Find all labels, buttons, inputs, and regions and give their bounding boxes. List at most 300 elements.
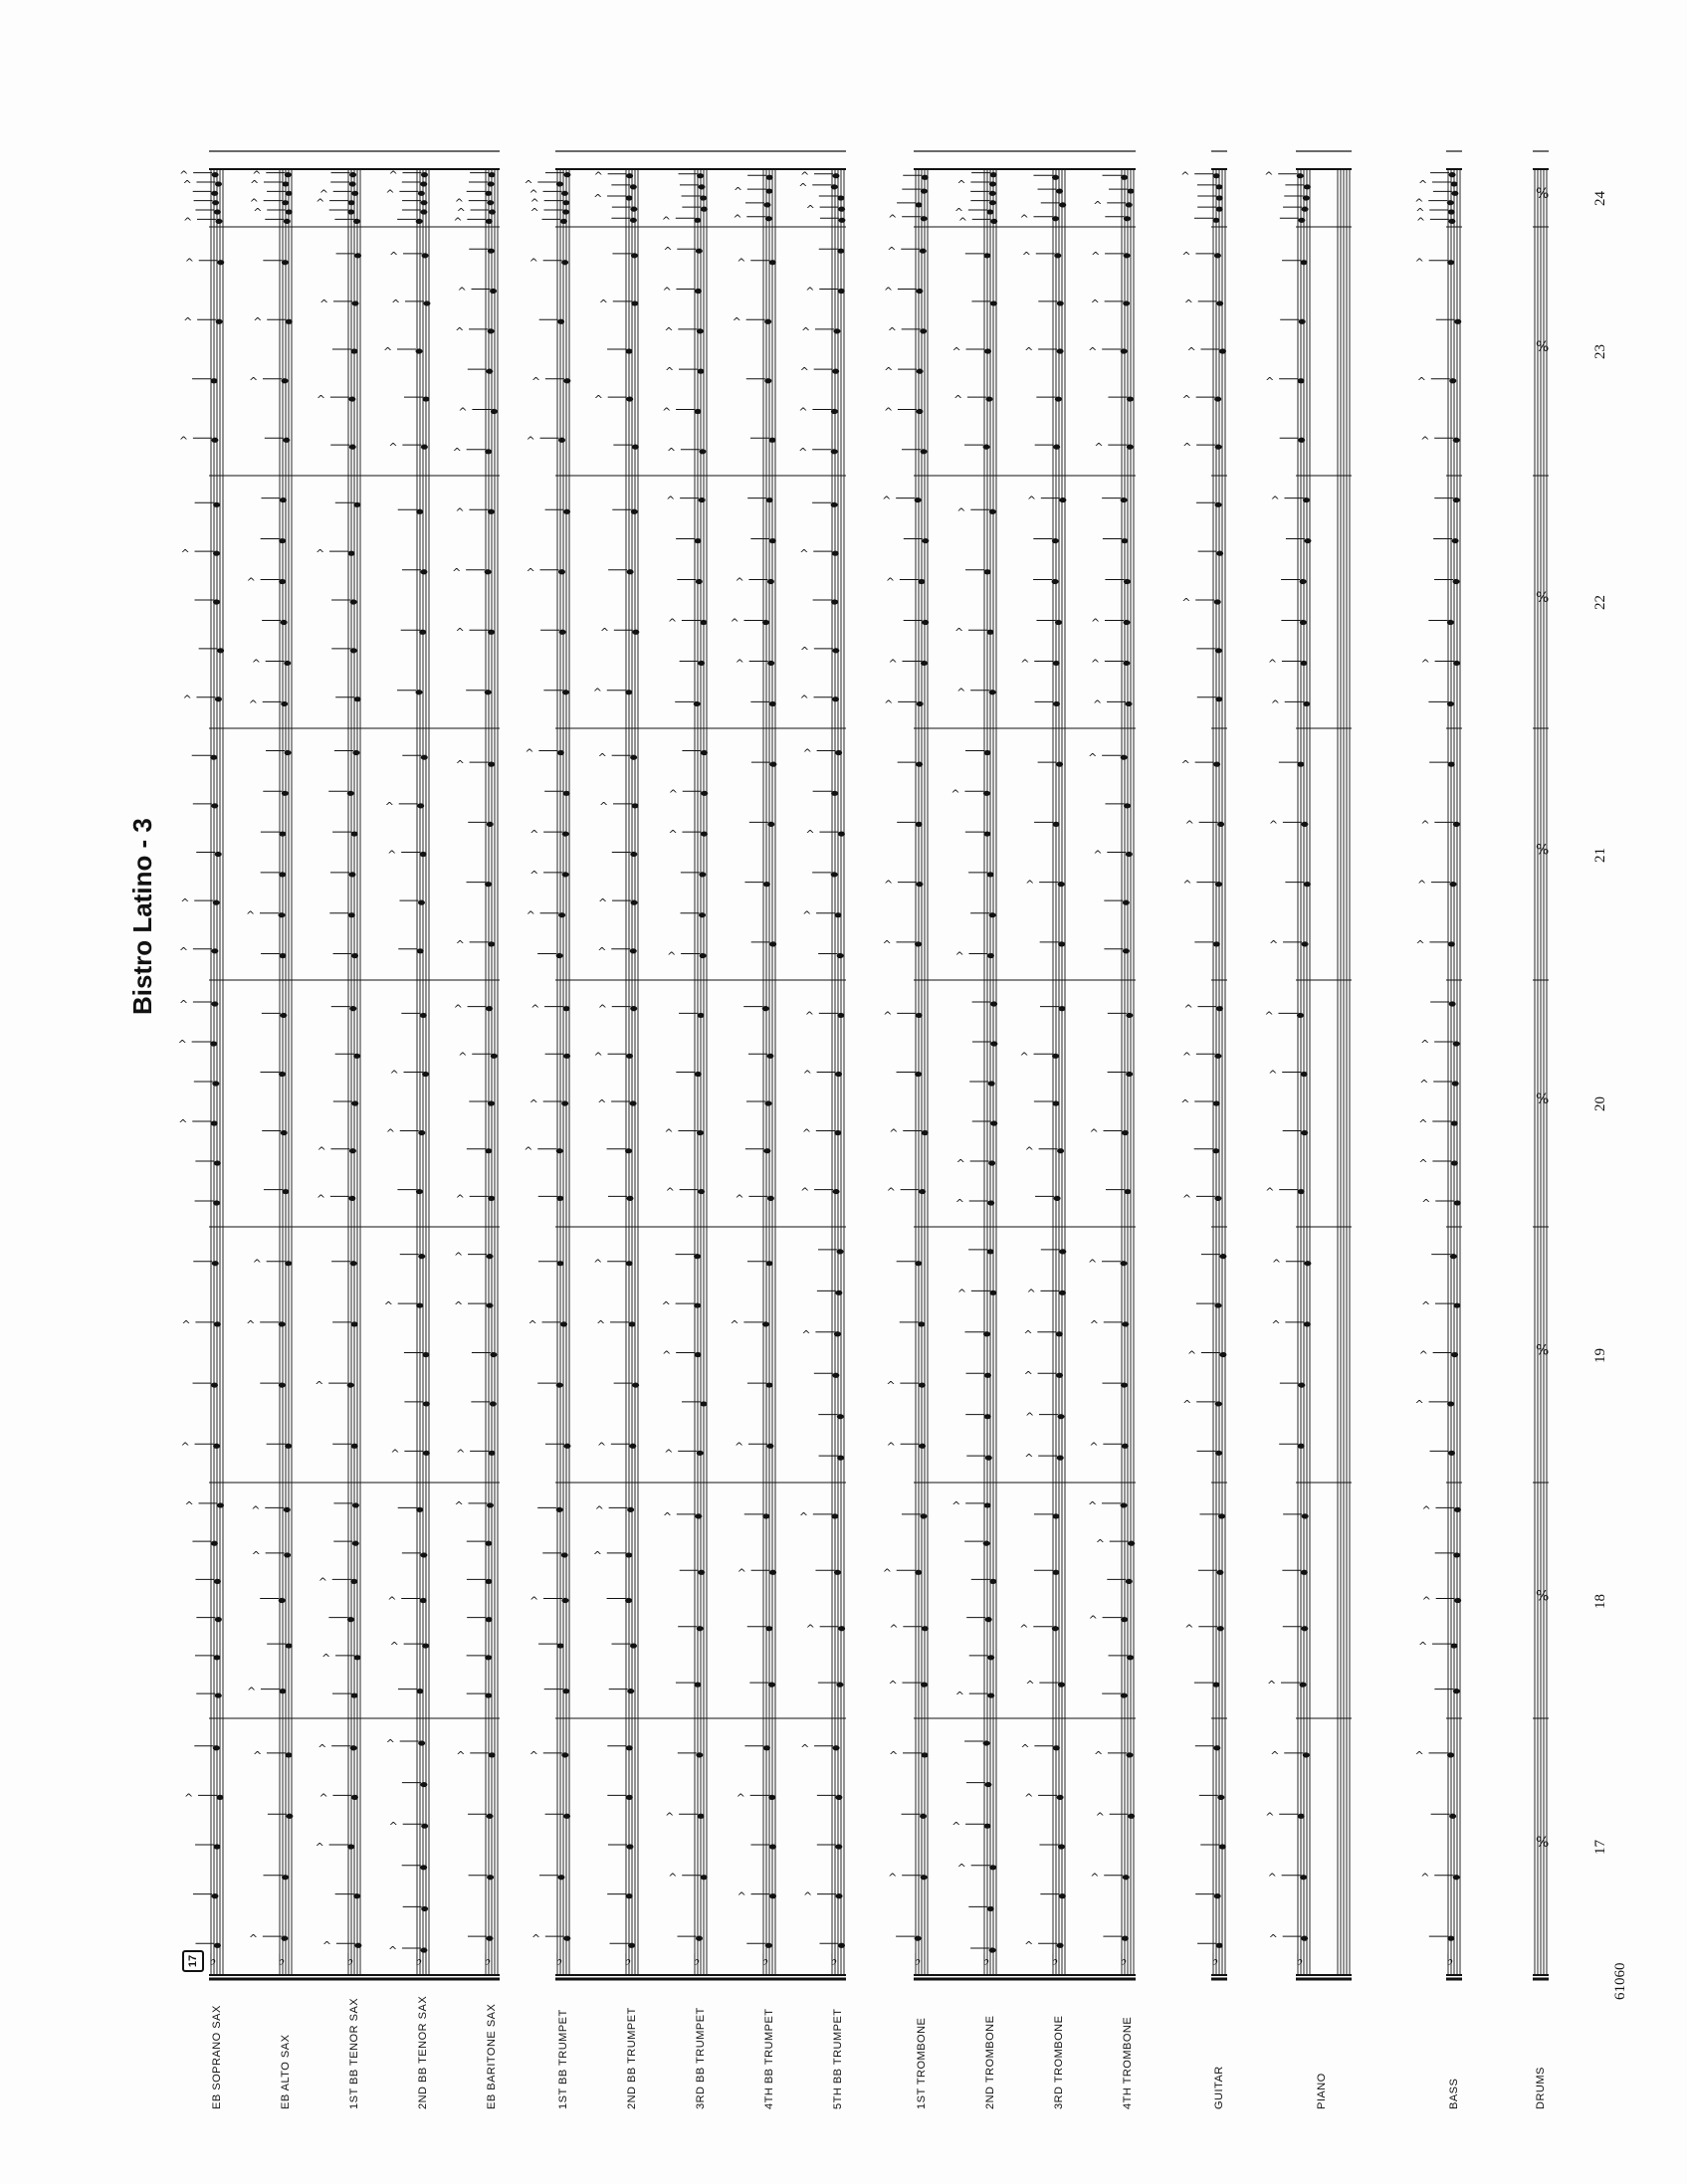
accent-mark: ^ (883, 285, 894, 298)
note-head (1304, 1261, 1311, 1266)
note-head (488, 249, 495, 254)
note-head (1217, 822, 1224, 827)
note-head (697, 1130, 704, 1135)
accent-mark: ^ (454, 1250, 464, 1264)
accent-mark: ^ (802, 908, 812, 922)
note-head (282, 181, 289, 186)
note-head (987, 1692, 994, 1697)
accent-mark: ^ (390, 1447, 400, 1461)
instrument-label: 1ST BB TRUMPET (557, 2009, 569, 2109)
accent-mark: ^ (1421, 1594, 1431, 1608)
note-head (281, 701, 288, 706)
note-head (831, 409, 838, 414)
note-head (562, 200, 569, 205)
accent-mark: ^ (884, 365, 894, 379)
note-head (766, 497, 773, 502)
accent-mark: ^ (321, 1651, 331, 1665)
repeat-sign: % (1536, 186, 1550, 202)
accent-mark: ^ (1416, 878, 1427, 892)
accent-mark: ^ (802, 746, 812, 760)
note-head (416, 1688, 423, 1693)
accent-mark: ^ (249, 177, 260, 191)
note-head (347, 791, 354, 796)
note-head (422, 1072, 429, 1077)
note-head (1128, 188, 1135, 193)
note-head (488, 509, 495, 514)
accent-mark: ^ (525, 746, 534, 760)
measure-number: 22 (1592, 595, 1608, 610)
note-head (1452, 538, 1459, 543)
accent-mark: ^ (597, 944, 607, 958)
note-head (1055, 620, 1062, 625)
note-head (279, 1382, 286, 1387)
note-head (1057, 1456, 1064, 1461)
accent-mark: ^ (178, 944, 189, 958)
note-head (421, 1906, 428, 1911)
clef-symbol: ♭ (693, 1950, 701, 1969)
accent-mark: ^ (389, 1068, 399, 1082)
clef-symbol: ♭ (209, 1950, 217, 1969)
note-head (563, 378, 570, 383)
accent-mark: ^ (1093, 848, 1103, 862)
accent-mark: ^ (661, 214, 672, 228)
accent-mark: ^ (956, 686, 966, 699)
note-head (1447, 1936, 1454, 1941)
accent-mark: ^ (882, 1566, 892, 1580)
accent-mark: ^ (1414, 256, 1424, 270)
accent-mark: ^ (385, 1736, 395, 1750)
note-head (215, 852, 222, 857)
note-head (837, 1456, 844, 1461)
note-head (1122, 1444, 1129, 1449)
note-head (350, 348, 357, 353)
accent-mark: ^ (1184, 1622, 1194, 1636)
note-head (834, 1570, 841, 1575)
accent-mark: ^ (246, 1317, 256, 1331)
note-head (987, 1655, 994, 1660)
note-head (1451, 191, 1458, 196)
note-head (416, 1302, 423, 1307)
accent-mark: ^ (884, 697, 894, 711)
note-head (1126, 852, 1133, 857)
note-head (347, 1617, 354, 1622)
accent-mark: ^ (1019, 1050, 1029, 1064)
instrument-label: 2ND TROMBONE (984, 2015, 996, 2109)
note-head (701, 1875, 708, 1880)
note-head (987, 872, 994, 877)
note-head (835, 1795, 842, 1800)
note-head (769, 701, 776, 706)
note-head (837, 953, 844, 958)
note-head (1449, 378, 1456, 383)
note-head (486, 369, 493, 374)
accent-mark: ^ (1419, 1078, 1429, 1091)
note-head (1216, 551, 1223, 556)
note-head (216, 319, 223, 324)
accent-mark: ^ (318, 187, 328, 201)
accent-mark: ^ (732, 315, 741, 329)
accent-mark: ^ (664, 1447, 674, 1461)
accent-mark: ^ (249, 374, 259, 388)
accent-mark: ^ (1415, 206, 1425, 220)
note-head (701, 750, 708, 755)
accent-mark: ^ (184, 1498, 194, 1512)
accent-mark: ^ (1095, 1537, 1105, 1551)
accent-mark: ^ (1090, 1871, 1100, 1885)
note-head (284, 219, 291, 224)
accent-mark: ^ (800, 324, 811, 338)
accent-mark: ^ (1023, 1327, 1033, 1341)
note-head (1128, 1541, 1135, 1546)
accent-mark: ^ (183, 315, 193, 329)
accent-mark: ^ (1183, 297, 1193, 310)
note-head (1123, 1875, 1130, 1880)
note-head (1058, 1006, 1065, 1011)
note-head (214, 1579, 221, 1584)
note-head (1128, 1814, 1135, 1819)
clef-symbol: ♭ (278, 1950, 286, 1969)
accent-mark: ^ (804, 1009, 815, 1023)
note-head (486, 1006, 493, 1011)
rehearsal-mark: 17 (182, 1950, 204, 1972)
note-head (837, 1249, 844, 1254)
note-head (1127, 1655, 1134, 1660)
note-head (1215, 882, 1222, 887)
note-head (352, 750, 359, 755)
note-head (831, 449, 838, 454)
note-head (1214, 1302, 1221, 1307)
note-head (1447, 1401, 1454, 1406)
note-head (1126, 1579, 1133, 1584)
note-head (1298, 1189, 1305, 1194)
note-head (1298, 378, 1305, 383)
repeat-sign: % (1536, 1342, 1550, 1359)
note-head (1301, 1072, 1308, 1077)
note-head (631, 509, 638, 514)
note-head (921, 216, 928, 221)
accent-mark: ^ (598, 297, 608, 310)
note-head (835, 1291, 842, 1295)
note-head (213, 1444, 220, 1449)
accent-mark: ^ (453, 1002, 463, 1016)
note-head (286, 319, 293, 324)
note-head (279, 579, 286, 584)
note-head (1453, 1875, 1460, 1880)
note-head (1126, 202, 1133, 207)
note-head (763, 1745, 770, 1750)
accent-mark: ^ (593, 393, 603, 407)
note-head (1052, 579, 1059, 584)
note-head (214, 209, 221, 214)
note-head (915, 497, 922, 502)
note-head (989, 1579, 996, 1584)
note-head (695, 1513, 702, 1518)
note-head (631, 253, 638, 258)
note-head (1301, 1130, 1308, 1135)
note-head (217, 648, 224, 653)
note-head (1302, 941, 1309, 946)
note-head (556, 953, 563, 958)
accent-mark: ^ (387, 1594, 397, 1608)
note-head (694, 218, 701, 223)
note-head (833, 1745, 840, 1750)
note-head (696, 1936, 703, 1941)
note-head (831, 184, 838, 189)
accent-mark: ^ (882, 937, 892, 951)
accent-mark: ^ (665, 365, 675, 379)
note-head (351, 1692, 358, 1697)
note-head (983, 831, 990, 836)
note-head (354, 696, 361, 701)
note-head (921, 188, 928, 193)
note-head (282, 200, 289, 205)
note-head (561, 1552, 568, 1557)
note-head (347, 1844, 354, 1849)
note-head (701, 791, 708, 796)
accent-mark: ^ (883, 878, 894, 892)
note-head (1127, 445, 1134, 450)
note-head (915, 1570, 922, 1575)
note-head (556, 1148, 563, 1153)
note-head (485, 449, 492, 454)
accent-mark: ^ (251, 1503, 261, 1517)
note-head (561, 191, 568, 196)
accent-mark: ^ (1088, 1498, 1098, 1512)
note-head (1453, 579, 1460, 584)
note-head (351, 1444, 358, 1449)
note-head (697, 173, 704, 178)
accent-mark: ^ (596, 1317, 606, 1331)
accent-mark: ^ (663, 245, 673, 259)
accent-mark: ^ (454, 1299, 464, 1313)
note-head (626, 348, 633, 353)
note-head (420, 1865, 427, 1870)
clef-symbol: ♭ (982, 1950, 990, 1969)
note-head (626, 1054, 633, 1059)
note-head (1124, 579, 1131, 584)
note-head (918, 579, 925, 584)
note-head (487, 200, 494, 205)
accent-mark: ^ (1182, 1397, 1192, 1411)
note-head (983, 1331, 990, 1336)
accent-mark: ^ (956, 177, 966, 191)
note-head (919, 1189, 926, 1194)
note-head (1121, 1382, 1128, 1387)
accent-mark: ^ (247, 1685, 257, 1698)
accent-mark: ^ (737, 1566, 746, 1580)
note-head (1124, 253, 1131, 258)
note-head (626, 1196, 633, 1201)
note-head (763, 882, 770, 887)
accent-mark: ^ (662, 405, 672, 419)
note-head (1300, 620, 1307, 625)
note-head (556, 1382, 563, 1387)
accent-mark: ^ (452, 445, 462, 459)
accent-mark: ^ (524, 177, 533, 191)
note-head (422, 1352, 429, 1357)
note-head (987, 953, 994, 958)
accent-mark: ^ (956, 505, 966, 519)
accent-mark: ^ (1270, 697, 1280, 711)
note-head (212, 1081, 219, 1086)
note-head (213, 599, 220, 604)
note-head (1300, 1683, 1307, 1688)
repeat-sign: % (1536, 339, 1550, 355)
note-head (1055, 396, 1062, 401)
note-head (695, 409, 702, 414)
note-head (919, 1444, 926, 1449)
note-head (762, 1321, 769, 1326)
accent-mark: ^ (458, 1050, 468, 1064)
accent-mark: ^ (799, 644, 810, 658)
note-head (698, 1013, 705, 1018)
note-head (286, 1814, 293, 1819)
accent-mark: ^ (1267, 1871, 1277, 1885)
note-head (418, 1130, 425, 1135)
accent-mark: ^ (390, 297, 401, 310)
note-head (211, 378, 218, 383)
note-head (1212, 1148, 1219, 1153)
note-head (421, 200, 428, 205)
note-head (1057, 1943, 1064, 1948)
accent-mark: ^ (889, 1748, 899, 1762)
note-head (1121, 1261, 1128, 1266)
note-head (285, 750, 292, 755)
note-head (1453, 497, 1460, 502)
note-head (989, 1865, 996, 1870)
accent-mark: ^ (455, 324, 465, 338)
note-head (562, 690, 569, 695)
note-head (348, 200, 355, 205)
note-head (1056, 762, 1063, 767)
accent-mark: ^ (1024, 1452, 1034, 1466)
accent-mark: ^ (1421, 1197, 1431, 1210)
accent-mark: ^ (802, 1068, 812, 1082)
accent-mark: ^ (315, 1379, 324, 1393)
accent-mark: ^ (594, 1503, 604, 1517)
accent-mark: ^ (1271, 1257, 1282, 1271)
note-head (921, 661, 928, 666)
note-head (920, 328, 927, 333)
accent-mark: ^ (1418, 1348, 1428, 1362)
note-head (764, 319, 771, 324)
note-head (352, 1502, 359, 1507)
accent-mark: ^ (734, 1440, 744, 1454)
note-head (765, 188, 772, 193)
accent-mark: ^ (1183, 1002, 1193, 1016)
accent-mark: ^ (1268, 818, 1279, 832)
note-head (1448, 209, 1455, 214)
note-head (563, 1054, 570, 1059)
note-head (1449, 172, 1456, 177)
note-head (1303, 701, 1310, 706)
note-head (422, 253, 429, 258)
note-head (352, 1541, 359, 1546)
note-head (984, 750, 991, 755)
note-head (1297, 1013, 1304, 1018)
note-head (987, 1200, 994, 1205)
note-head (769, 1570, 776, 1575)
note-head (213, 1745, 220, 1750)
note-head (1052, 1100, 1059, 1105)
note-head (627, 1844, 634, 1849)
note-head (1053, 701, 1060, 706)
note-head (348, 912, 355, 917)
accent-mark: ^ (799, 547, 809, 561)
note-head (1301, 260, 1308, 265)
accent-mark: ^ (1417, 1640, 1428, 1654)
note-head (833, 1189, 840, 1194)
accent-mark: ^ (1181, 249, 1191, 263)
note-head (1215, 1401, 1222, 1406)
accent-mark: ^ (316, 1144, 326, 1158)
clef-symbol: ♭ (761, 1950, 769, 1969)
note-head (1451, 1120, 1458, 1125)
accent-mark: ^ (885, 575, 896, 589)
accent-mark: ^ (597, 1002, 607, 1016)
note-head (1219, 1254, 1226, 1259)
note-head (558, 912, 565, 917)
note-head (211, 1893, 218, 1898)
accent-mark: ^ (1270, 494, 1280, 507)
note-head (1447, 701, 1454, 706)
note-head (1056, 188, 1063, 193)
accent-mark: ^ (388, 168, 398, 182)
note-head (989, 690, 996, 695)
note-head (1123, 300, 1130, 305)
note-head (1212, 218, 1219, 223)
note-head (1452, 1081, 1459, 1086)
note-head (630, 948, 637, 953)
accent-mark: ^ (316, 547, 325, 561)
note-head (1453, 1552, 1460, 1557)
note-head (420, 852, 427, 857)
clef-symbol: ♭ (1051, 1950, 1059, 1969)
note-head (1217, 1795, 1224, 1800)
accent-mark: ^ (1415, 215, 1426, 229)
note-head (1052, 175, 1059, 180)
note-head (1454, 1200, 1461, 1205)
note-head (351, 953, 358, 958)
note-head (489, 1451, 496, 1456)
note-head (630, 852, 637, 857)
accent-mark: ^ (181, 1317, 191, 1331)
note-head (1126, 1752, 1133, 1757)
accent-mark: ^ (178, 434, 189, 448)
accent-mark: ^ (1023, 1369, 1033, 1383)
note-head (625, 1148, 632, 1153)
note-head (211, 1001, 218, 1006)
note-head (1215, 184, 1222, 189)
note-head (915, 1072, 922, 1077)
staff (486, 169, 498, 1975)
note-head (768, 1683, 775, 1688)
accent-mark: ^ (886, 1185, 896, 1199)
accent-mark: ^ (798, 180, 808, 194)
staff (1053, 169, 1065, 1975)
accent-mark: ^ (317, 1575, 327, 1589)
note-head (487, 1302, 494, 1307)
accent-mark: ^ (737, 1889, 746, 1903)
accent-mark: ^ (180, 896, 190, 910)
note-head (419, 630, 426, 635)
note-head (489, 172, 496, 177)
note-head (1052, 1626, 1059, 1631)
accent-mark: ^ (1264, 1009, 1274, 1023)
note-head (768, 438, 775, 443)
accent-mark: ^ (1026, 1287, 1036, 1300)
note-head (766, 1444, 773, 1449)
